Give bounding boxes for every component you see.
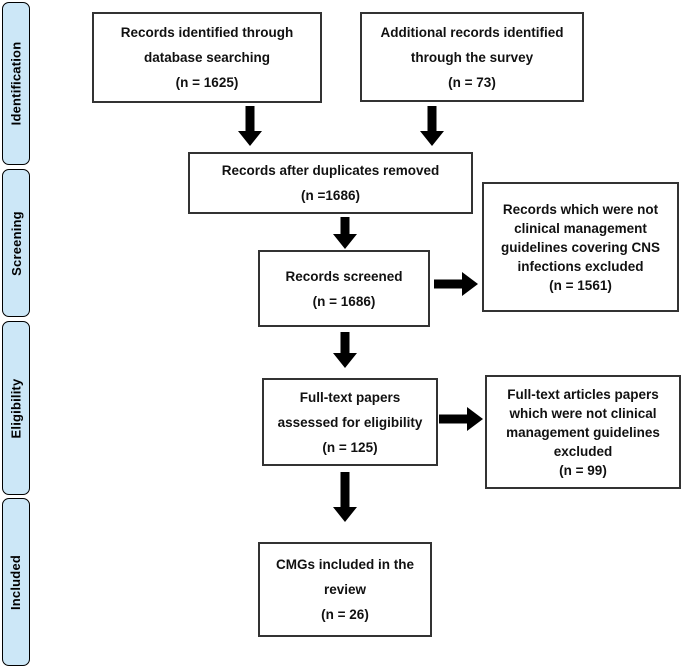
box-line: (n = 125) bbox=[322, 439, 378, 455]
box-included-cmgs bbox=[258, 542, 432, 637]
box-line: Records after duplicates removed bbox=[221, 163, 440, 178]
box-screening-excluded bbox=[482, 182, 679, 312]
box-line: Full-text papers bbox=[299, 389, 401, 405]
arrow-right-icon bbox=[434, 271, 478, 297]
arrow-down-icon bbox=[419, 106, 445, 146]
box-additional-records bbox=[360, 12, 584, 102]
box-fulltext-assessed bbox=[262, 378, 438, 466]
box-fulltext-excluded bbox=[485, 375, 681, 489]
box-line: guidelines covering CNS bbox=[500, 239, 661, 255]
box-line: Records identified through bbox=[120, 25, 294, 40]
stage-label-included: Included bbox=[8, 554, 24, 610]
box-line: (n = 26) bbox=[321, 607, 369, 622]
box-line: Additional records identified bbox=[380, 24, 564, 40]
box-line: (n = 73) bbox=[448, 74, 496, 90]
box-line: (n =1686) bbox=[301, 188, 360, 203]
box-records-identified bbox=[92, 12, 322, 103]
box-line: infections excluded bbox=[517, 258, 644, 274]
box-line: Full-text articles papers bbox=[507, 386, 659, 402]
box-line: excluded bbox=[553, 443, 613, 459]
box-line: (n = 99) bbox=[559, 462, 607, 478]
box-line: which were not clinical bbox=[509, 405, 657, 421]
stage-bar-screening bbox=[2, 169, 30, 317]
box-line: management guidelines bbox=[506, 424, 660, 440]
stage-bar-eligibility bbox=[2, 321, 30, 495]
box-line: assessed for eligibility bbox=[277, 414, 423, 430]
box-line: (n = 1561) bbox=[549, 277, 612, 293]
stage-bar-identification bbox=[2, 2, 30, 165]
arrow-right-icon bbox=[439, 406, 483, 432]
box-line: through the survey bbox=[410, 49, 534, 65]
box-line: (n = 1686) bbox=[312, 293, 376, 309]
box-records-screened bbox=[258, 250, 430, 327]
stage-label-screening: Screening bbox=[8, 210, 24, 276]
box-line: CMGs included in the bbox=[275, 557, 414, 572]
arrow-down-icon bbox=[332, 332, 358, 368]
arrow-down-icon bbox=[332, 217, 358, 249]
box-line: database searching bbox=[143, 50, 271, 65]
box-line: Records screened bbox=[285, 268, 403, 284]
box-line: review bbox=[323, 582, 367, 597]
arrow-down-icon bbox=[237, 106, 263, 146]
box-line: clinical management bbox=[514, 220, 647, 236]
box-line: (n = 1625) bbox=[175, 75, 239, 90]
box-line: Records which were not bbox=[502, 201, 659, 217]
stage-label-identification: Identification bbox=[8, 41, 24, 126]
box-after-duplicates bbox=[188, 152, 473, 214]
stage-label-eligibility: Eligibility bbox=[8, 378, 24, 438]
stage-bar-included bbox=[2, 498, 30, 666]
arrow-down-icon bbox=[332, 472, 358, 522]
